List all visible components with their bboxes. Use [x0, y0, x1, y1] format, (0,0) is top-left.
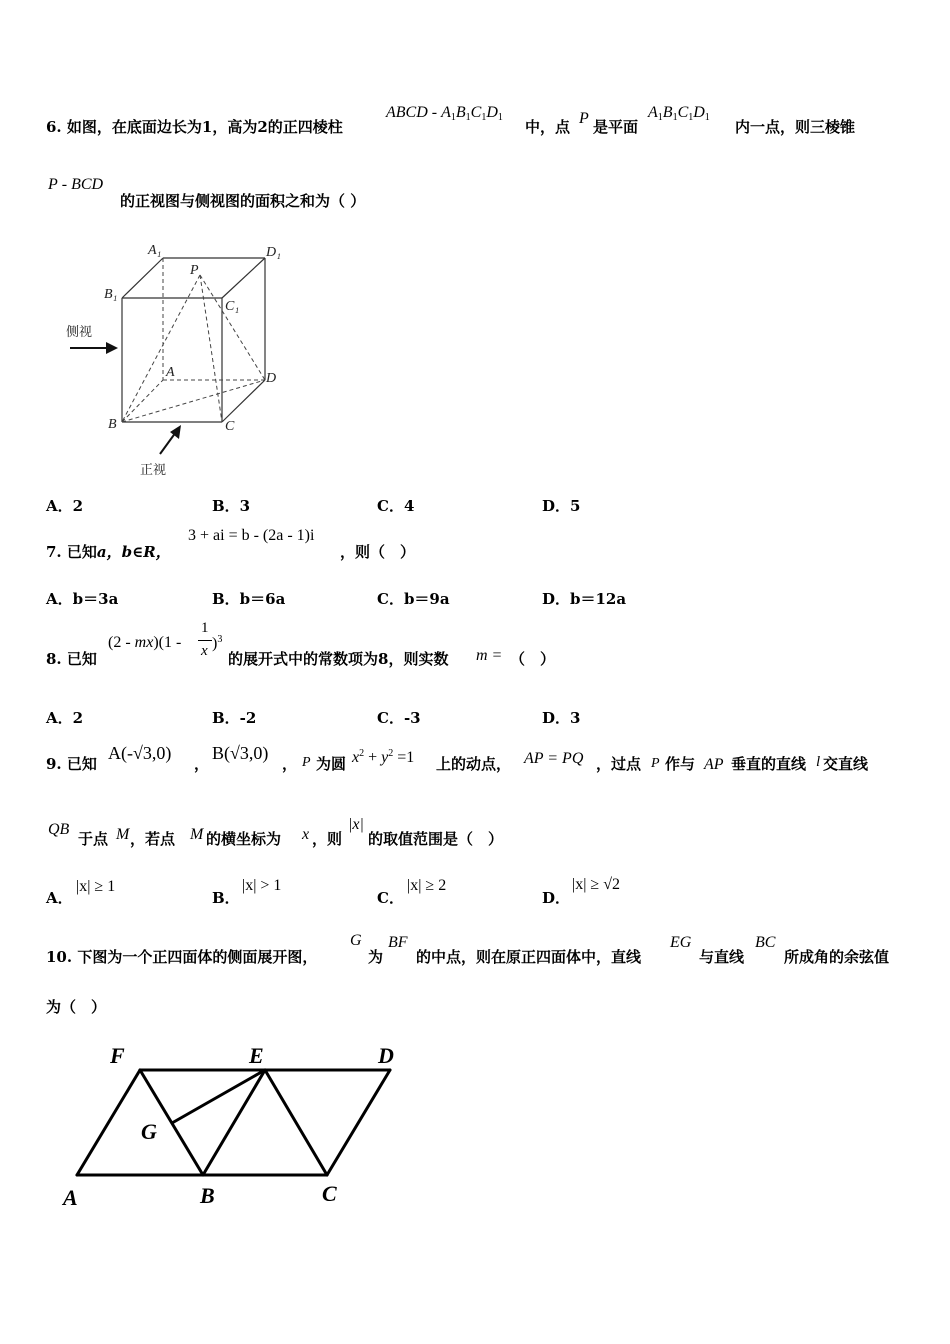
- q9-m: M: [116, 826, 130, 843]
- label-d: D: [378, 1043, 394, 1068]
- q9-option-b-expr[interactable]: |x| > 1: [242, 877, 282, 894]
- q6-option-a[interactable]: A．2: [46, 497, 84, 515]
- q6-option-d[interactable]: D．5: [542, 497, 581, 515]
- q9-line1-start: [46, 753, 97, 774]
- q8-text-1: 已知: [66, 650, 97, 668]
- label-c: C: [225, 419, 235, 434]
- edge-be: [203, 1070, 265, 1175]
- q8-option-d[interactable]: D．3: [542, 709, 581, 727]
- q8-expression: (2 - mx)(1 - 1 x )$^3$: [108, 620, 223, 659]
- q9-option-d-label[interactable]: D．: [542, 889, 571, 907]
- label-g: G: [141, 1119, 157, 1144]
- q7-option-d[interactable]: D．b＝12a: [542, 590, 627, 608]
- q6-plane-formula: $A_1B_1C_1D_1$: [648, 104, 710, 123]
- q10-number: 10.: [46, 948, 73, 966]
- q9-ap: AP: [704, 756, 724, 773]
- edge-ec: [265, 1070, 327, 1175]
- label-a1: A₁: [148, 243, 162, 258]
- q6-option-c[interactable]: C．4: [377, 497, 415, 515]
- q9-ap-pq: AP = PQ: [524, 750, 584, 767]
- q9-option-a-expr[interactable]: |x| ≥ 1: [76, 878, 116, 895]
- q9-point-b: B(√3,0): [212, 743, 269, 763]
- q9-point-p-2: P: [651, 756, 660, 771]
- q9-option-c-expr[interactable]: |x| ≥ 2: [407, 877, 447, 894]
- q9-option-c-label[interactable]: C．: [377, 889, 404, 907]
- label-d: D: [266, 371, 277, 386]
- q9-x: x: [302, 826, 310, 843]
- q9-comma-2: ，: [282, 755, 298, 773]
- q10-line1-start: [46, 946, 317, 967]
- label-e: E: [249, 1043, 264, 1068]
- front-view-label: 正视: [140, 463, 167, 478]
- label-b: B: [108, 417, 117, 432]
- q7-text-2: ，则（ ）: [340, 543, 416, 561]
- q9-number: 9.: [46, 755, 62, 773]
- q8-option-b[interactable]: B．-2: [212, 709, 257, 727]
- q9-line-l: l: [816, 754, 821, 770]
- q9-option-d-expr[interactable]: |x| ≥ √2: [572, 876, 620, 893]
- q9-circle-eq: $x^2 + y^2 =1$: [352, 748, 415, 766]
- q6-pyramid-formula: P - BCD: [48, 176, 104, 193]
- q7-text-1: 已知: [66, 543, 97, 561]
- q9-text-9: ，若点: [130, 830, 176, 848]
- q8-m: m =: [476, 647, 503, 664]
- q10-g: G: [350, 932, 362, 949]
- q8-number: 8.: [46, 650, 62, 668]
- q9-text-6: 垂直的直线: [731, 755, 807, 773]
- q9-text-5: 作与: [665, 755, 696, 773]
- edge-cd: [327, 1070, 390, 1175]
- q6-prism-figure: [60, 240, 300, 480]
- q7-ab: a，b∈R，: [96, 543, 171, 561]
- q9-text-7: 交直线: [823, 755, 869, 773]
- q9-text-12: 的取值范围是（ ）: [368, 830, 504, 848]
- q8-text-3: （ ）: [510, 650, 556, 668]
- q10-text-1: 下图为一个正四面体的侧面展开图，: [77, 948, 318, 966]
- front-view-arrow: [160, 432, 176, 454]
- q10-net-figure: [55, 1035, 415, 1215]
- q9-option-a-label[interactable]: A．: [46, 889, 73, 907]
- q9-qb: QB: [48, 821, 70, 838]
- q9-text-11: ，则: [312, 830, 343, 848]
- label-p: P: [190, 263, 199, 278]
- label-a: A: [166, 365, 175, 380]
- q9-text-10: 的横坐标为: [206, 830, 282, 848]
- q10-bc: BC: [755, 934, 776, 951]
- q10-text-6: 为（ ）: [46, 998, 107, 1016]
- q6-text-1: 如图，在底面边长为1，高为2的正四棱柱: [66, 118, 343, 136]
- q9-text-8: 于点: [78, 830, 109, 848]
- q6-text-3: 是平面: [593, 118, 639, 136]
- q9-comma: ，: [194, 755, 210, 773]
- label-b1: B₁: [104, 287, 118, 302]
- q6-point-p: P: [579, 110, 589, 127]
- q9-text-3: 上的动点，: [436, 755, 512, 773]
- q6-option-b[interactable]: B．3: [212, 497, 251, 515]
- edge-pc-hidden: [200, 275, 222, 422]
- q7-line1: [46, 541, 171, 562]
- q6-line1: [46, 116, 343, 137]
- q8-line1: [46, 648, 97, 669]
- q9-text-1: 已知: [66, 755, 97, 773]
- side-view-label: 侧视: [66, 325, 93, 340]
- q10-text-3: 的中点，则在原正四面体中，直线: [416, 948, 642, 966]
- q7-option-a[interactable]: A．b＝3a: [46, 590, 119, 608]
- label-a: A: [63, 1185, 78, 1210]
- q8-option-c[interactable]: C．-3: [377, 709, 421, 727]
- edge-b1a1: [122, 258, 163, 298]
- q10-text-2: 为: [368, 948, 384, 966]
- q8-option-a[interactable]: A．2: [46, 709, 84, 727]
- q10-bf: BF: [388, 934, 408, 951]
- q7-equation: 3 + ai = b - (2a - 1)i: [188, 527, 315, 544]
- side-view-arrowhead: [106, 342, 118, 354]
- q7-option-c[interactable]: C．b＝9a: [377, 590, 450, 608]
- label-f: F: [110, 1043, 125, 1068]
- q9-point-p: P: [302, 755, 311, 770]
- q6-text-4: 内一点，则三棱锥: [735, 118, 856, 136]
- label-c1: C₁: [225, 299, 240, 314]
- label-c: C: [322, 1181, 337, 1206]
- label-b: B: [200, 1183, 215, 1208]
- label-d1: D₁: [266, 245, 281, 260]
- q6-text-5: 的正视图与侧视图的面积之和为（ ）: [120, 192, 366, 210]
- q10-text-4: 与直线: [699, 948, 745, 966]
- edge-pb-hidden: [122, 275, 200, 422]
- q9-text-2: 为圆: [316, 755, 347, 773]
- q9-abs-x: |x|: [348, 816, 364, 833]
- q9-m-2: M: [190, 826, 204, 843]
- q6-prism-formula: ABCD - $A_1B_1C_1D_1$: [386, 104, 503, 123]
- edge-pd-hidden: [200, 275, 265, 380]
- q8-text-2: 的展开式中的常数项为8，则实数: [228, 650, 449, 668]
- q9-point-a: A(-√3,0): [108, 743, 172, 763]
- q10-eg: EG: [670, 934, 692, 951]
- q6-text-2: 中，点: [525, 118, 571, 136]
- q6-number: 6.: [46, 118, 62, 136]
- q9-option-b-label[interactable]: B．: [212, 889, 240, 907]
- q7-number: 7.: [46, 543, 62, 561]
- edge-af: [77, 1070, 140, 1175]
- q7-option-b[interactable]: B．b＝6a: [212, 590, 286, 608]
- edge-c1d1: [222, 258, 265, 298]
- q10-text-5: 所成角的余弦值: [784, 948, 890, 966]
- q9-text-4: ，过点: [596, 755, 642, 773]
